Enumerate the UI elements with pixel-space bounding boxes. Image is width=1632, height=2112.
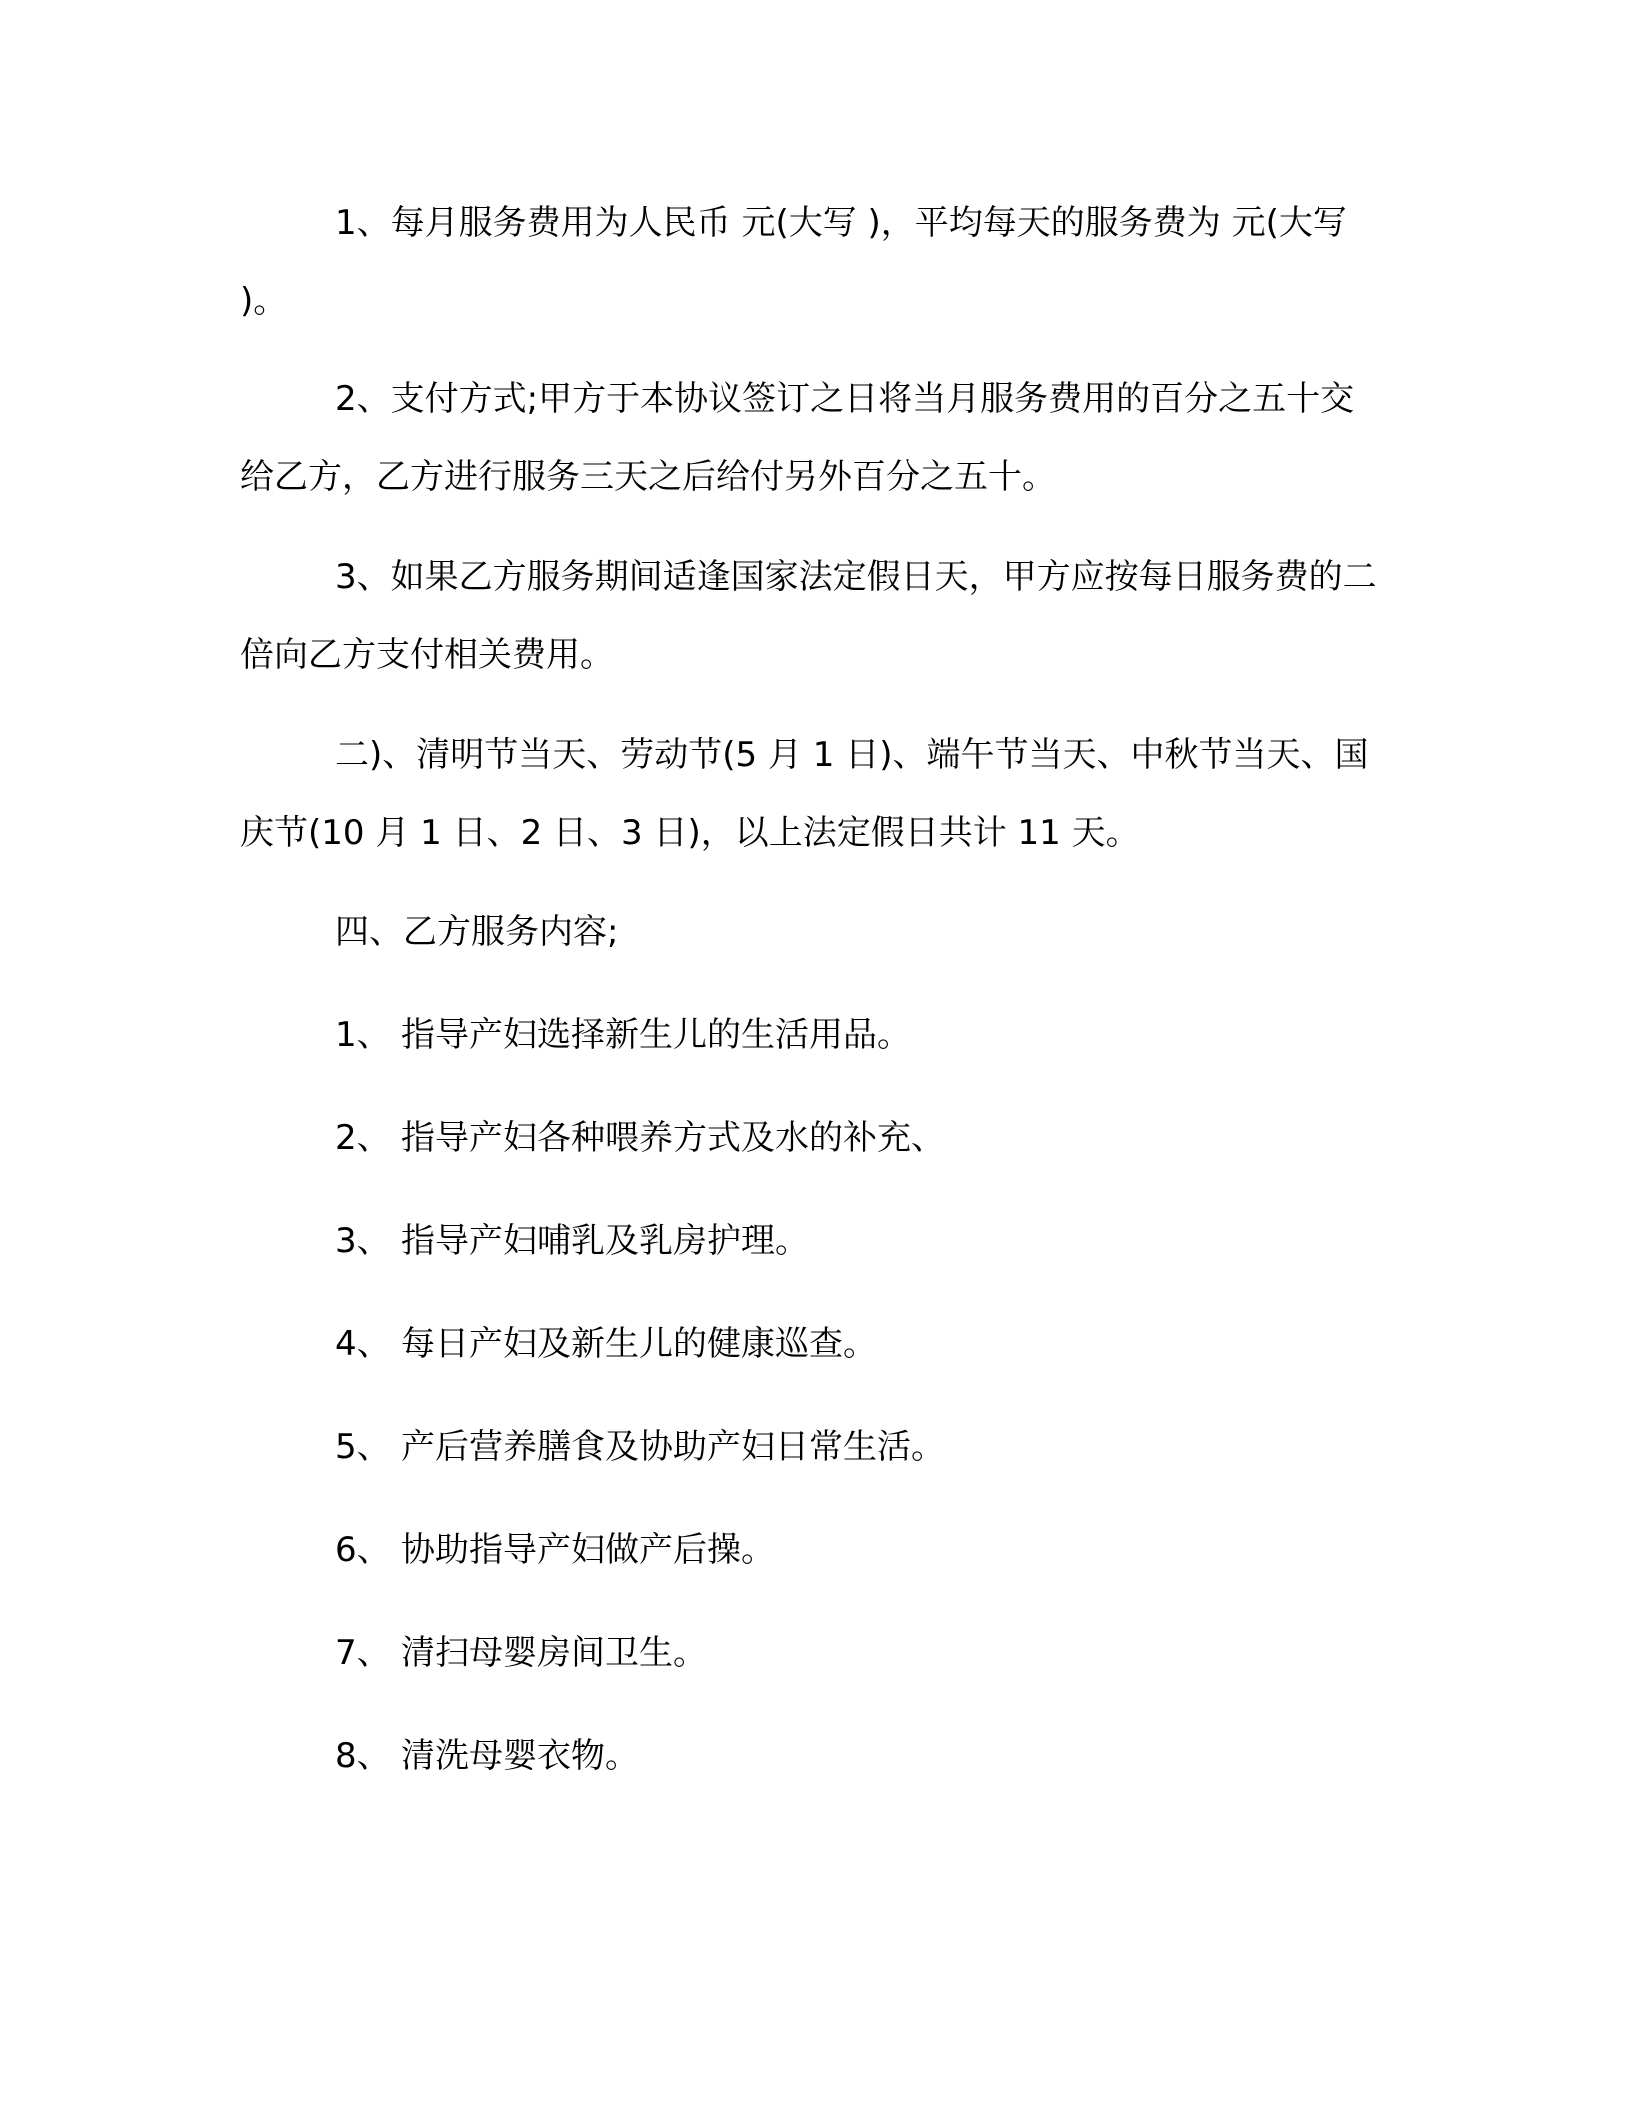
list-item-text: 指导产妇选择新生儿的生活用品。 bbox=[401, 1015, 911, 1055]
list-item bbox=[335, 1734, 639, 1778]
list-item-text: 清扫母婴房间卫生。 bbox=[401, 1633, 707, 1673]
list-item-number: 2、 bbox=[335, 1118, 391, 1158]
list-item-text: 协助指导产妇做产后操。 bbox=[401, 1530, 775, 1570]
list-item-number: 1、 bbox=[335, 1015, 391, 1055]
payment-method-paragraph: 2、支付方式;甲方于本协议签订之日将当月服务费用的百分之五十交给乙方，乙方进行服务三天之后给付另外百分之五十。 bbox=[240, 379, 1355, 497]
fee-paragraph: 1、每月服务费用为人民币 元(大写 )，平均每天的服务费为 元(大写 )。 bbox=[240, 203, 1347, 321]
holiday-fee-paragraph: 3、如果乙方服务期间适逢国家法定假日天，甲方应按每日服务费的二倍向乙方支付相关费用。 bbox=[240, 557, 1377, 675]
section-heading: 四、乙方服务内容; bbox=[335, 912, 619, 952]
list-item-number: 4、 bbox=[335, 1324, 391, 1364]
holiday-list-paragraph: 二)、清明节当天、劳动节(5 月 1 日)、端午节当天、中秋节当天、国庆节(10 月 1 日、2 日、3 日)，以上法定假日共计 11 天。 bbox=[240, 735, 1369, 853]
list-item bbox=[335, 1013, 911, 1057]
list-item-number: 8、 bbox=[335, 1736, 391, 1776]
list-item-number: 7、 bbox=[335, 1633, 391, 1673]
list-item bbox=[335, 1219, 809, 1263]
list-item-text: 每日产妇及新生儿的健康巡查。 bbox=[401, 1324, 877, 1364]
list-item bbox=[335, 1528, 775, 1572]
list-item bbox=[335, 1425, 945, 1469]
list-item-text: 清洗母婴衣物。 bbox=[401, 1736, 639, 1776]
list-item-text: 指导产妇哺乳及乳房护理。 bbox=[401, 1221, 809, 1261]
list-item-number: 6、 bbox=[335, 1530, 391, 1570]
list-item-number: 5、 bbox=[335, 1427, 391, 1467]
list-item bbox=[335, 1322, 877, 1366]
list-item bbox=[335, 1631, 707, 1675]
list-item-text: 指导产妇各种喂养方式及水的补充、 bbox=[401, 1118, 945, 1158]
list-item bbox=[335, 1116, 945, 1160]
list-item-text: 产后营养膳食及协助产妇日常生活。 bbox=[401, 1427, 945, 1467]
list-item-number: 3、 bbox=[335, 1221, 391, 1261]
